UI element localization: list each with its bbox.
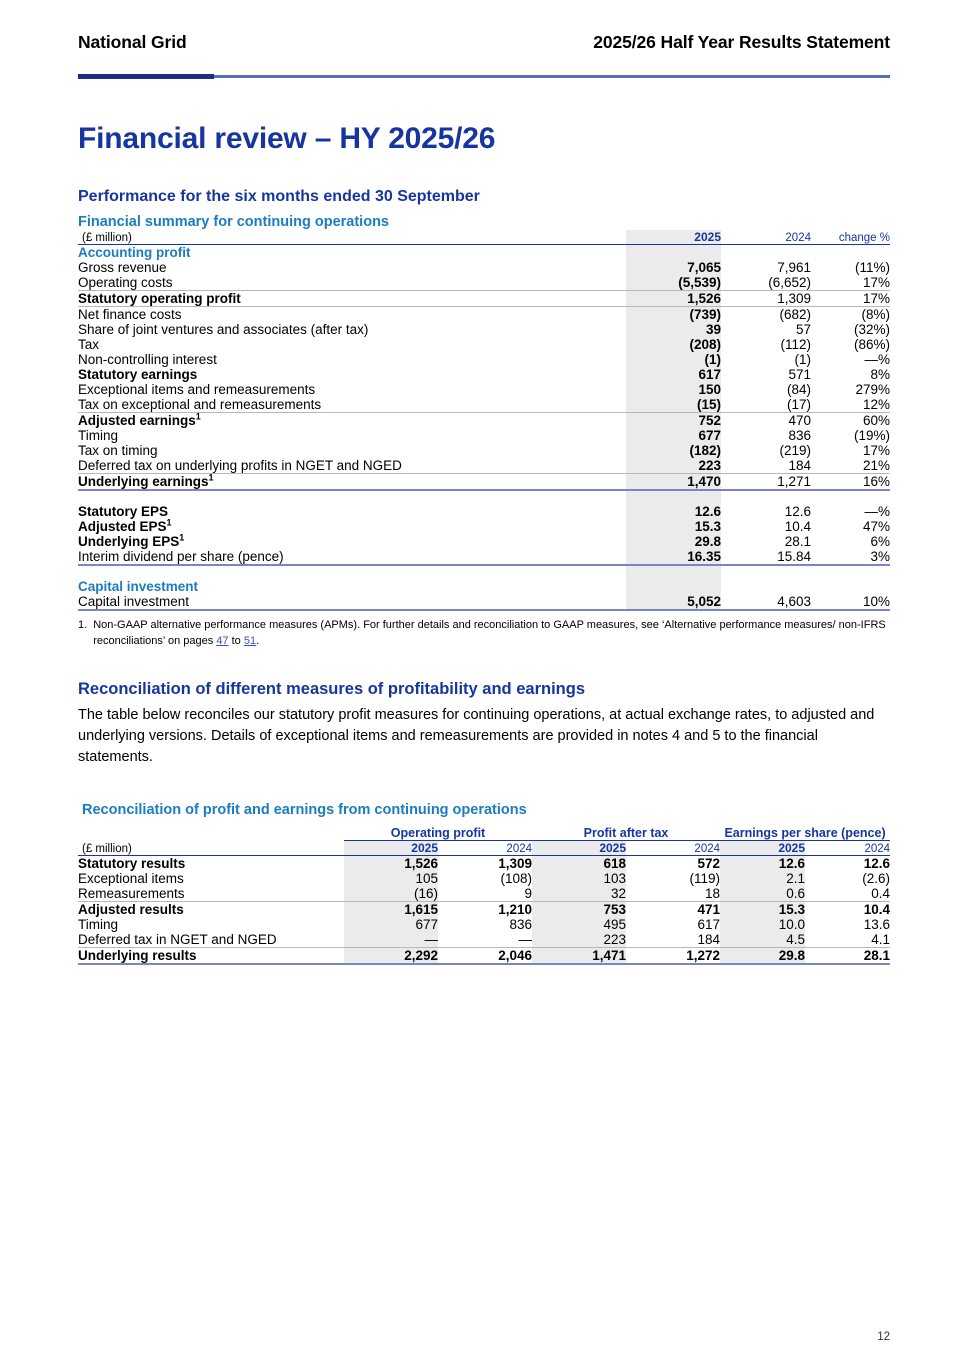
recon-cell: 2.1 xyxy=(720,871,805,886)
header-divider xyxy=(78,75,890,78)
recon-cell: 1,526 xyxy=(344,855,438,871)
column-header-2024: 2024 xyxy=(721,230,811,245)
cell-change: —% xyxy=(864,504,890,519)
table-row xyxy=(78,474,890,491)
table-row xyxy=(78,337,890,352)
table-spacer xyxy=(78,490,890,504)
table-row xyxy=(78,855,890,871)
cell-change: (11%) xyxy=(854,260,890,275)
cell-2025: (739) xyxy=(626,307,721,323)
footnote-page-link-47[interactable]: 47 xyxy=(216,634,229,647)
table-row xyxy=(78,534,890,549)
footnote-text-middle: to xyxy=(228,634,244,647)
table-row xyxy=(78,549,890,565)
recon-cell: 4.1 xyxy=(805,932,890,948)
reconciliation-subheading: Reconciliation of profit and earnings from continuing operations xyxy=(82,801,527,818)
recon-cell: 471 xyxy=(697,901,721,917)
row-label: Tax on exceptional and remeasurements xyxy=(78,397,626,413)
recon-cell: 32 xyxy=(532,886,626,902)
cell-change: 60% xyxy=(862,413,890,428)
cell-2025: (5,539) xyxy=(626,275,721,291)
recon-cell: (2.6) xyxy=(862,870,891,886)
recon-cell: 836 xyxy=(509,916,533,932)
table-row xyxy=(78,382,890,397)
footnote-text xyxy=(93,618,890,650)
row-label: Deferred tax on underlying profits in NGET and NGED xyxy=(78,458,626,474)
recon-cell: (119) xyxy=(689,870,721,886)
recon-cell: 0.4 xyxy=(805,886,890,902)
column-header-2024: 2024 xyxy=(805,840,890,855)
unit-label: (£ million) xyxy=(78,230,626,245)
section-label: Capital investment xyxy=(78,579,199,594)
recon-cell: 223 xyxy=(532,932,626,948)
table-row xyxy=(78,428,890,443)
group-header: Profit after tax xyxy=(532,826,720,841)
cell-2025: 7,065 xyxy=(626,260,721,275)
table-row xyxy=(78,413,890,429)
cell-change: (19%) xyxy=(853,428,890,443)
row-label: Timing xyxy=(78,428,119,443)
recon-column-headers xyxy=(78,840,890,855)
recon-cell: 12.6 xyxy=(720,855,805,871)
cell-2024: 4,603 xyxy=(721,594,811,610)
recon-cell: 1,309 xyxy=(498,855,533,871)
reconciliation-body: The table below reconciles our statutory profit measures for continuing operations, at actual exchange rates, to adjusted and underlying versions. Details of exceptional items and remeasurements are provided in notes 4 and 5 to the financial statements. xyxy=(78,706,875,765)
recon-cell: 13.6 xyxy=(863,916,891,932)
table-row xyxy=(78,901,890,917)
cell-2025: 150 xyxy=(626,382,721,397)
brand-name: National Grid xyxy=(78,32,187,52)
cell-change: 6% xyxy=(870,534,890,549)
cell-change: 8% xyxy=(870,367,890,382)
financial-summary-subheading: Financial summary for continuing operations xyxy=(78,214,389,230)
table-row xyxy=(78,322,890,337)
row-label: Deferred tax in NGET and NGED xyxy=(78,932,344,948)
table-row xyxy=(78,307,890,323)
cell-2024: (84) xyxy=(786,382,811,397)
column-header-2025: 2025 xyxy=(344,840,438,855)
recon-cell: — xyxy=(438,932,532,948)
row-label: Statutory operating profit xyxy=(78,291,626,307)
recon-cell: 184 xyxy=(626,932,720,948)
unit-label: (£ million) xyxy=(78,840,344,855)
cell-change: 17% xyxy=(862,443,890,458)
cell-2024: 571 xyxy=(788,367,811,382)
cell-2024: (219) xyxy=(779,443,811,458)
row-label: Operating costs xyxy=(78,275,626,291)
table-row xyxy=(78,291,890,307)
cell-2024: (6,652) xyxy=(721,275,811,291)
table-row xyxy=(78,443,890,458)
cell-2025: 39 xyxy=(626,322,721,337)
reconciliation-table xyxy=(78,826,890,965)
recon-cell: 572 xyxy=(697,855,721,871)
recon-cell: 677 xyxy=(344,917,438,932)
financial-summary-table xyxy=(78,230,890,611)
footnote-text-before: Non-GAAP alternative performance measures (APMs). For further details and reconciliation to GAAP measures, see ‘Alternative performance measures/ non-IFRS reconciliations’ on pages xyxy=(93,619,886,647)
row-label: Net finance costs xyxy=(78,307,182,322)
cell-2025: 15.3 xyxy=(626,519,721,534)
row-label: Statutory EPS xyxy=(78,504,169,519)
row-label: Statutory results xyxy=(78,855,186,871)
cell-2025: 5,052 xyxy=(626,594,721,610)
cell-2024: 836 xyxy=(788,428,811,443)
table-row xyxy=(78,917,890,932)
recon-cell: 28.1 xyxy=(805,947,890,964)
recon-cell: (16) xyxy=(344,886,438,902)
cell-2024: 1,309 xyxy=(721,291,811,307)
cell-change: (86%) xyxy=(853,337,890,352)
cell-2025: 223 xyxy=(626,458,721,474)
table-row xyxy=(78,871,890,886)
section-heading-capital-investment xyxy=(78,579,890,594)
table-row xyxy=(78,397,890,413)
cell-change: 17% xyxy=(811,275,890,291)
document-title: 2025/26 Half Year Results Statement xyxy=(593,32,890,52)
row-label: Capital investment xyxy=(78,594,626,610)
cell-2025: (15) xyxy=(626,397,721,413)
column-header-2025: 2025 xyxy=(532,840,626,855)
recon-cell: 618 xyxy=(532,855,626,871)
row-label: Underlying EPS$^1$ xyxy=(78,532,185,549)
recon-cell: 2,292 xyxy=(344,947,438,964)
recon-cell: 1,471 xyxy=(532,947,626,964)
row-label: Timing xyxy=(78,916,119,932)
cell-2024: 470 xyxy=(788,413,811,428)
cell-2024: (17) xyxy=(721,397,811,413)
cell-2025: 12.6 xyxy=(626,504,721,519)
recon-cell: 753 xyxy=(532,901,626,917)
row-label: Exceptional items xyxy=(78,870,184,886)
recon-cell: 1,272 xyxy=(626,947,720,964)
cell-2024: (682) xyxy=(779,307,811,322)
cell-2024: 57 xyxy=(795,322,811,337)
table-spacer xyxy=(78,565,890,579)
table-column-headers xyxy=(78,230,890,245)
footnote-text-after: . xyxy=(256,634,260,647)
cell-2025: 617 xyxy=(626,367,721,382)
recon-cell: 105 xyxy=(344,871,438,886)
cell-change: 47% xyxy=(862,519,890,534)
cell-2025: 1,470 xyxy=(626,474,721,491)
recon-cell: — xyxy=(344,932,438,948)
column-header-2024: 2024 xyxy=(626,840,720,855)
footnote xyxy=(78,618,890,650)
row-label: Adjusted results xyxy=(78,901,184,917)
section-heading-accounting-profit xyxy=(78,245,890,261)
cell-2024: 1,271 xyxy=(721,474,811,491)
row-label: Interim dividend per share (pence) xyxy=(78,549,626,565)
cell-2025: 752 xyxy=(626,413,721,429)
recon-cell: (108) xyxy=(500,870,533,886)
group-header: Earnings per share (pence) xyxy=(720,826,890,841)
cell-2024: 184 xyxy=(721,458,811,474)
cell-change: 17% xyxy=(811,291,890,307)
cell-2025: 1,526 xyxy=(626,291,721,307)
cell-change: 3% xyxy=(811,549,890,565)
row-label: Underlying results xyxy=(78,947,344,964)
reconciliation-heading: Reconciliation of different measures of profitability and earnings xyxy=(78,679,585,698)
recon-cell: 10.4 xyxy=(863,901,891,917)
cell-change: 12% xyxy=(811,397,890,413)
cell-change: 10% xyxy=(811,594,890,610)
cell-2024: 15.84 xyxy=(721,549,811,565)
page-number: 12 xyxy=(877,1331,890,1343)
page-title: Financial review – HY 2025/26 xyxy=(78,122,496,155)
row-label: Remeasurements xyxy=(78,886,344,902)
cell-change: (32%) xyxy=(853,322,890,337)
cell-change: 16% xyxy=(811,474,890,491)
cell-change: 21% xyxy=(811,458,890,474)
cell-2025: 16.35 xyxy=(626,549,721,565)
cell-2024: 7,961 xyxy=(777,260,811,275)
table-row xyxy=(78,594,890,610)
recon-cell: 9 xyxy=(438,886,532,902)
footnote-number: 1. xyxy=(78,619,88,631)
cell-2025: 29.8 xyxy=(626,534,721,549)
table-row xyxy=(78,352,890,367)
table-row xyxy=(78,260,890,275)
recon-cell: 1,615 xyxy=(344,901,438,917)
cell-2024: 10.4 xyxy=(784,519,811,534)
recon-cell: 495 xyxy=(532,917,626,932)
cell-2025: (182) xyxy=(626,443,721,458)
cell-2024: 28.1 xyxy=(784,534,811,549)
cell-2025: 677 xyxy=(626,428,721,443)
cell-change: —% xyxy=(864,352,890,367)
performance-heading: Performance for the six months ended 30 September xyxy=(78,188,480,205)
recon-cell: 0.6 xyxy=(720,886,805,902)
recon-cell: 4.5 xyxy=(720,932,805,948)
column-header-2025: 2025 xyxy=(626,230,721,245)
table-row xyxy=(78,519,890,534)
recon-cell: 1,210 xyxy=(498,901,533,917)
row-label: Exceptional items and remeasurements xyxy=(78,382,316,397)
row-label: Statutory earnings xyxy=(78,367,198,382)
row-label: Adjusted earnings$^1$ xyxy=(78,411,201,428)
cell-2025: (208) xyxy=(626,337,721,352)
row-label: Gross revenue xyxy=(78,260,167,275)
recon-cell: 617 xyxy=(697,916,721,932)
row-label: Non-controlling interest xyxy=(78,352,217,367)
cell-2024: (1) xyxy=(794,352,811,367)
recon-cell: 10.0 xyxy=(720,917,805,932)
row-label: Share of joint ventures and associates (after tax) xyxy=(78,322,369,337)
column-header-2025: 2025 xyxy=(720,840,805,855)
cell-2024: 12.6 xyxy=(784,504,811,519)
footnote-page-link-51[interactable]: 51 xyxy=(243,634,257,647)
recon-cell: 15.3 xyxy=(720,901,805,917)
column-header-change: change % xyxy=(811,230,890,245)
recon-cell: 29.8 xyxy=(720,947,805,964)
column-header-2024: 2024 xyxy=(438,840,532,855)
group-header: Operating profit xyxy=(344,826,532,841)
table-row xyxy=(78,367,890,382)
recon-cell: 12.6 xyxy=(863,855,891,871)
section-label: Accounting profit xyxy=(78,245,191,260)
row-label: Adjusted EPS$^1$ xyxy=(78,517,172,534)
recon-cell: 2,046 xyxy=(438,947,532,964)
cell-2025: (1) xyxy=(626,352,721,367)
table-row xyxy=(78,932,890,948)
row-label: Tax on timing xyxy=(78,443,158,458)
table-row xyxy=(78,504,890,519)
document-header xyxy=(78,0,890,57)
cell-2024: (112) xyxy=(780,337,811,352)
recon-cell: 18 xyxy=(626,886,720,902)
recon-cell: 103 xyxy=(532,871,626,886)
cell-change: 279% xyxy=(855,382,890,397)
table-row xyxy=(78,886,890,902)
recon-group-headers xyxy=(78,826,890,841)
table-row xyxy=(78,275,890,291)
table-row xyxy=(78,458,890,474)
cell-change: (8%) xyxy=(861,307,890,322)
row-label: Tax xyxy=(78,337,100,352)
row-label: Underlying earnings$^1$ xyxy=(78,474,626,491)
table-row xyxy=(78,947,890,964)
